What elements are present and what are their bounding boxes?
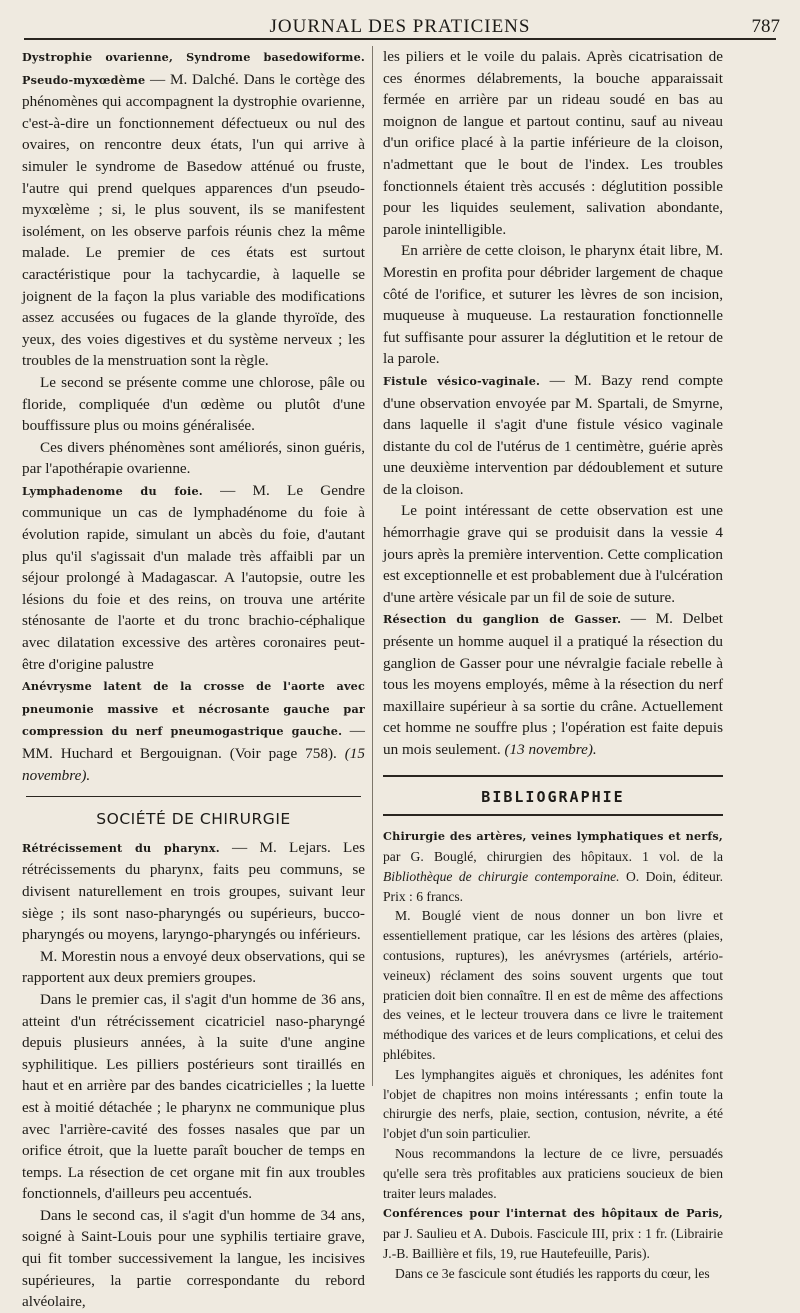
book-series: Bibliothèque de chirurgie contemporaine. bbox=[383, 868, 620, 884]
text-fistule: — M. Bazy rend compte d'une observation envoyée par M. Spartali, de Smyrne, dans laquelle il s'agit d'une fistule vésico vaginale distante du col de l'utérus de 1 centimètre, guérie après une deuxième intervention par dédoublement et suture de la cloison. bbox=[383, 371, 723, 498]
right-column bbox=[383, 46, 723, 1281]
paragraph: Dans le second cas, il s'agit d'un homme de 34 ans, soigné à Saint-Louis pour une syphilis tertiaire grave, qui fit tomber successivement la langue, les incisives supérieures, la partie correspondante du rebord alvéolaire, bbox=[22, 1206, 365, 1311]
paragraph: Nous recommandons la lecture de ce livre, persuadés qu'elle sera très profitables aux praticiens soucieux de bien traiter leurs malades. bbox=[383, 1145, 723, 1201]
article-gasser bbox=[383, 608, 723, 760]
text-gasser: — M. Delbet présente un homme auquel il a pratiqué la résection du ganglion de Gasser pour une névralgie faciale rebelle à tous les moyens employés, même à la résection du nerf maxillaire supérieur à sa sortie du crâne. Actuellement cet homme ne souffre plus ; l'opération est faite depuis un mois seulement. bbox=[383, 610, 723, 758]
book-meta: par J. Saulieu et A. Dubois. Fascicule III, prix : 1 fr. (Librairie J.-B. Baillière et fils, 19, rue Hautefeuille, Paris). bbox=[383, 1226, 723, 1261]
book-meta: O. Doin, éditeur. Prix : 6 francs. bbox=[383, 868, 723, 904]
rubric-anevrysme: Anévrysme latent de la crosse de l'aorte avec pneumonie massive et nécrosante gauche par compression du nerf pneumogastrique gauche. bbox=[22, 679, 365, 739]
paragraph: Le second se présente comme une chlorose, pâle ou floride, compliquée d'un œdème ou plutôt d'une bouffissure plus ou moins généralisée. bbox=[22, 373, 365, 435]
paragraph: Dans ce 3e fascicule sont étudiés les rapports du cœur, les bbox=[395, 1265, 710, 1281]
book-title-chirurgie: Chirurgie des artères, veines lymphatiques et nerfs, bbox=[383, 829, 723, 844]
left-column bbox=[22, 46, 365, 1311]
paragraph: Les lymphangites aiguës et chroniques, les adénites font l'objet de chapitres non moins intéressants ; enfin toute la chirurgie des nerfs, plaie, section, contusion, névrite, a été l'objet d'un soin particulier. bbox=[383, 1066, 723, 1142]
paragraph: Ces divers phénomènes sont améliorés, sinon guéris, par l'apothérapie ovarienne. bbox=[22, 438, 365, 478]
paragraph: les piliers et le voile du palais. Après cicatrisation de ces énormes délabrements, la bouche apparaissait fermée en arrière par un rideau soudé en bas au moignon de langue et partout continu, sauf au niveau d'un orifice placé à la partie inférieure de la cloison, n'admettant que le bout de l'index. Les troubles fonctionnels étaient très accusés : déglutition possible pour les liquides seulement, salivation abondante, parole inintelligible. bbox=[383, 48, 723, 238]
bibliography-section bbox=[383, 826, 723, 1283]
rubric-pharynx: Rétrécissement du pharynx. bbox=[22, 840, 220, 855]
text-anevrysme: — MM. Huchard et Bergouignan. (Voir page 758). bbox=[22, 722, 365, 762]
article-pharynx bbox=[22, 837, 365, 946]
article-lymphadenome bbox=[22, 480, 365, 675]
section-heading-chirurgie: SOCIÉTÉ DE CHIRURGIE bbox=[22, 796, 365, 831]
text-dystrophie: — M. Dalché. Dans le cortège des phénomènes qui accompagnent la dystrophie ovarienne, c'est-à-dire un fonctionnement défectueux ou nul des ovaires, on rencontre deux états, l'un qui arrive à simuler le syndrome de Basedow atténué ou fruste, l'autre qui prend quelques apparences d'un pseudo-myxœlème ; si, le plus souvent, ils se manifestent isolément, on les observe parfois réunis chez la même malade. Le premier de ces états est surtout caractéristique pour la tachycardie, à laquelle se joignent de la façon la plus variable des modifications assez accusées ou fugaces de la glande thyroïde, des yeux, des voies digestives et du système nerveux ; les troubles de la menstruation sont la règle. bbox=[22, 70, 365, 370]
rubric-gasser: Résection du ganglion de Gasser. bbox=[383, 612, 622, 627]
header-rule bbox=[24, 38, 776, 40]
article-dystrophie bbox=[22, 46, 365, 372]
paragraph: Le point intéressant de cette observation est une hémorrhagie grave qui se produisit dans la vessie 4 jours après la première intervention. Cette complication est exceptionnelle et est probablement due à l'ulcération d'une artère vésicale par un fil de soie de suture. bbox=[383, 502, 723, 606]
page-number: 787 bbox=[751, 16, 780, 37]
book-meta: par G. Bouglé, chirurgien des hôpitaux. 1 vol. de la bbox=[383, 848, 723, 864]
date-anevrysme: (15 novembre). bbox=[22, 745, 365, 784]
text-lymphadenome: — M. Le Gendre communique un cas de lymphadénome du foie à évolution rapide, simulant un abcès du foie, d'autant plus qu'il s'agissait d'un malade très affaibli par un séjour prolongé à Madagascar. A l'autopsie, outre les lésions du foie et des reins, on trouva une artérite sténosante de l'aorte et du tronc brachio-céphalique avec dilatation excessive des artères coronaires peut-être d'origine palustre bbox=[22, 481, 365, 673]
book-entry-conferences bbox=[383, 1203, 723, 1263]
rubric-lymphadenome: Lymphadenome du foie. bbox=[22, 483, 203, 498]
paragraph: M. Bouglé vient de nous donner un bon livre et essentiellement pratique, car les lésions des artères (plaies, contusions, ruptures), les anévrysmes (artériels, artério-veineux) réclament des soins souvent urgents que tout praticien doit bien connaître. Il en est de même des affections des veines, et le lecteur trouvera dans ce livre le traitement méthodique des varices et de leurs complications, et celui des phlébites. bbox=[383, 908, 723, 1062]
section-rule bbox=[383, 775, 723, 777]
journal-title: JOURNAL DES PRATICIENS bbox=[269, 16, 531, 37]
column-divider bbox=[372, 46, 373, 1086]
book-title-conferences: Conférences pour l'internat des hôpitaux de Paris, bbox=[383, 1206, 723, 1221]
paragraph: M. Morestin nous a envoyé deux observations, qui se rapportent aux deux premiers groupes. bbox=[22, 947, 365, 987]
paragraph: Dans le premier cas, il s'agit d'un homme de 36 ans, atteint d'un rétrécissement cicatriciel naso-pharyngé depuis plusieurs années, à la suite d'une angine syphilitique. Les pilliers postérieurs sont tiraillés en haut et en arrière par des bandes cicatricielles ; la luette est à moitié détachée ; le pharynx ne communique plus avec l'arrière-cavité des fosses nasales que par un orifice étroit, que la luette paraît boucher de temps en temps. La résection de cet organe mit fin aux troubles fonctionnels, d'ailleurs peu accentués. bbox=[22, 990, 365, 1203]
paragraph: En arrière de cette cloison, le pharynx était libre, M. Morestin en profita pour débrider largement de chaque côté de l'orifice, et suturer les lèvres de son incision, muqueuse à muqueuse. La restauration fonctionnelle fut suffisante pour assurer la déglutition et le retour de la parole. bbox=[383, 242, 723, 368]
date-gasser: (13 novembre). bbox=[504, 741, 597, 758]
section-heading-bibliographie: BIBLIOGRAPHIE bbox=[383, 787, 723, 817]
article-fistule bbox=[383, 370, 723, 501]
article-anevrysme bbox=[22, 675, 365, 786]
rubric-dystrophie: Dystrophie ovarienne, Syndrome basedowiforme. Pseudo-myxœdème bbox=[22, 50, 365, 87]
rubric-fistule: Fistule vésico-vaginale. bbox=[383, 373, 541, 388]
running-head bbox=[0, 14, 800, 40]
text-pharynx: — M. Lejars. Les rétrécissements du pharynx, faits peu communs, se divisent naturellement en trois groupes, suivant leur siège ; ils sont naso-pharyngés ou supérieurs, bucco-pharyngés ou moyens, laryngo-pharyngés ou inférieurs. bbox=[22, 838, 365, 944]
book-entry-chirurgie bbox=[383, 826, 723, 906]
